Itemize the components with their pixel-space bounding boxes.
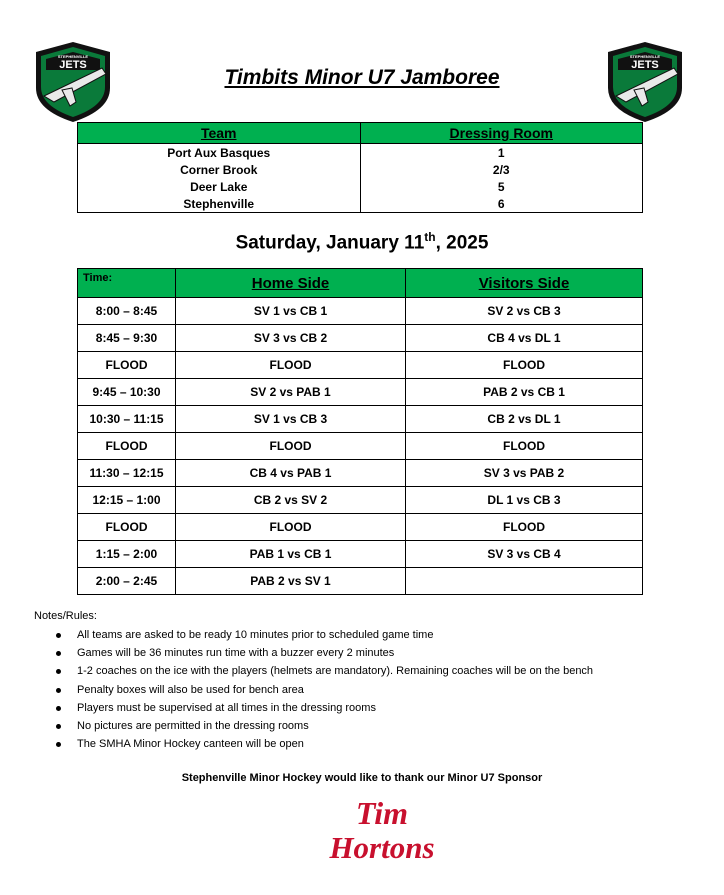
- list-item: Penalty boxes will also be used for bench area: [34, 681, 593, 699]
- room-number: 5: [360, 178, 643, 195]
- logo-main-text: JETS: [631, 59, 659, 71]
- room-number: 6: [360, 195, 643, 213]
- table-row: [78, 514, 643, 541]
- schedule-table: [77, 268, 643, 595]
- date-year: , 2025: [435, 232, 489, 254]
- date-main: Saturday, January 11: [235, 232, 425, 254]
- visitor-game-cell: SV 3 vs PAB 2: [406, 460, 643, 487]
- home-game-cell: SV 1 vs CB 3: [176, 406, 406, 433]
- schedule-date: [0, 230, 724, 254]
- table-row: [78, 352, 643, 379]
- list-item: No pictures are permitted in the dressing rooms: [34, 717, 593, 735]
- visitor-game-cell: FLOOD: [406, 433, 643, 460]
- logo-top-text: STEPHENVILLE: [57, 54, 89, 59]
- time-cell: 8:45 – 9:30: [78, 325, 176, 352]
- notes-list: [34, 626, 593, 753]
- column-header-home: Home Side: [176, 269, 406, 298]
- visitor-game-cell: SV 3 vs CB 4: [406, 541, 643, 568]
- home-game-cell: SV 1 vs CB 1: [176, 298, 406, 325]
- visitor-game-cell: CB 4 vs DL 1: [406, 325, 643, 352]
- logo-top-text: STEPHENVILLE: [629, 54, 661, 59]
- table-row: [78, 379, 643, 406]
- visitor-game-cell: [406, 568, 643, 595]
- home-game-cell: SV 3 vs CB 2: [176, 325, 406, 352]
- time-cell: 1:15 – 2:00: [78, 541, 176, 568]
- logo-main-text: JETS: [59, 59, 87, 71]
- table-header-row: [78, 269, 643, 298]
- time-cell: 10:30 – 11:15: [78, 406, 176, 433]
- time-cell: 9:45 – 10:30: [78, 379, 176, 406]
- table-row: [78, 161, 643, 178]
- list-item: All teams are asked to be ready 10 minutes prior to scheduled game time: [34, 626, 593, 644]
- sponsor-line-2: Hortons: [329, 830, 435, 865]
- column-header-visitors: Visitors Side: [406, 269, 643, 298]
- team-name: Deer Lake: [78, 178, 361, 195]
- visitor-game-cell: FLOOD: [406, 514, 643, 541]
- room-number: 1: [360, 144, 643, 162]
- home-game-cell: FLOOD: [176, 433, 406, 460]
- column-header-dressing-room: Dressing Room: [360, 123, 643, 144]
- home-game-cell: SV 2 vs PAB 1: [176, 379, 406, 406]
- notes-section: [34, 610, 593, 753]
- notes-title: Notes/Rules:: [34, 610, 97, 622]
- table-row: [78, 541, 643, 568]
- time-cell: FLOOD: [78, 433, 176, 460]
- visitor-game-cell: CB 2 vs DL 1: [406, 406, 643, 433]
- team-name: Port Aux Basques: [78, 144, 361, 162]
- list-item: The SMHA Minor Hockey canteen will be open: [34, 735, 593, 753]
- table-row: [78, 178, 643, 195]
- table-row: [78, 568, 643, 595]
- sponsor-line-1: Tim: [355, 795, 409, 831]
- column-header-time: Time:: [78, 269, 176, 298]
- table-row: [78, 433, 643, 460]
- home-game-cell: CB 2 vs SV 2: [176, 487, 406, 514]
- column-header-team: Team: [78, 123, 361, 144]
- list-item: Games will be 36 minutes run time with a buzzer every 2 minutes: [34, 644, 593, 662]
- time-cell: 8:00 – 8:45: [78, 298, 176, 325]
- team-name: Corner Brook: [78, 161, 361, 178]
- room-number: 2/3: [360, 161, 643, 178]
- table-row: [78, 487, 643, 514]
- date-suffix: th: [424, 230, 436, 244]
- page-title: Timbits Minor U7 Jamboree: [224, 66, 500, 89]
- time-cell: FLOOD: [78, 514, 176, 541]
- dressing-room-table: [77, 122, 643, 213]
- sponsor-thanks-text: Stephenville Minor Hockey would like to thank our Minor U7 Sponsor: [181, 772, 543, 784]
- table-row: [78, 298, 643, 325]
- table-row: [78, 144, 643, 162]
- home-game-cell: CB 4 vs PAB 1: [176, 460, 406, 487]
- table-row: [78, 406, 643, 433]
- table-row: [78, 195, 643, 213]
- tim-hortons-logo: [322, 792, 442, 866]
- visitor-game-cell: SV 2 vs CB 3: [406, 298, 643, 325]
- list-item: 1-2 coaches on the ice with the players (helmets are mandatory). Remaining coaches will be on the bench: [34, 662, 593, 680]
- table-row: [78, 460, 643, 487]
- time-cell: FLOOD: [78, 352, 176, 379]
- home-game-cell: PAB 2 vs SV 1: [176, 568, 406, 595]
- visitor-game-cell: DL 1 vs CB 3: [406, 487, 643, 514]
- time-cell: 11:30 – 12:15: [78, 460, 176, 487]
- table-row: [78, 325, 643, 352]
- home-game-cell: FLOOD: [176, 514, 406, 541]
- home-game-cell: FLOOD: [176, 352, 406, 379]
- visitor-game-cell: PAB 2 vs CB 1: [406, 379, 643, 406]
- visitor-game-cell: FLOOD: [406, 352, 643, 379]
- list-item: Players must be supervised at all times in the dressing rooms: [34, 699, 593, 717]
- table-header-row: [78, 123, 643, 144]
- time-cell: 12:15 – 1:00: [78, 487, 176, 514]
- home-game-cell: PAB 1 vs CB 1: [176, 541, 406, 568]
- time-cell: 2:00 – 2:45: [78, 568, 176, 595]
- team-name: Stephenville: [78, 195, 361, 213]
